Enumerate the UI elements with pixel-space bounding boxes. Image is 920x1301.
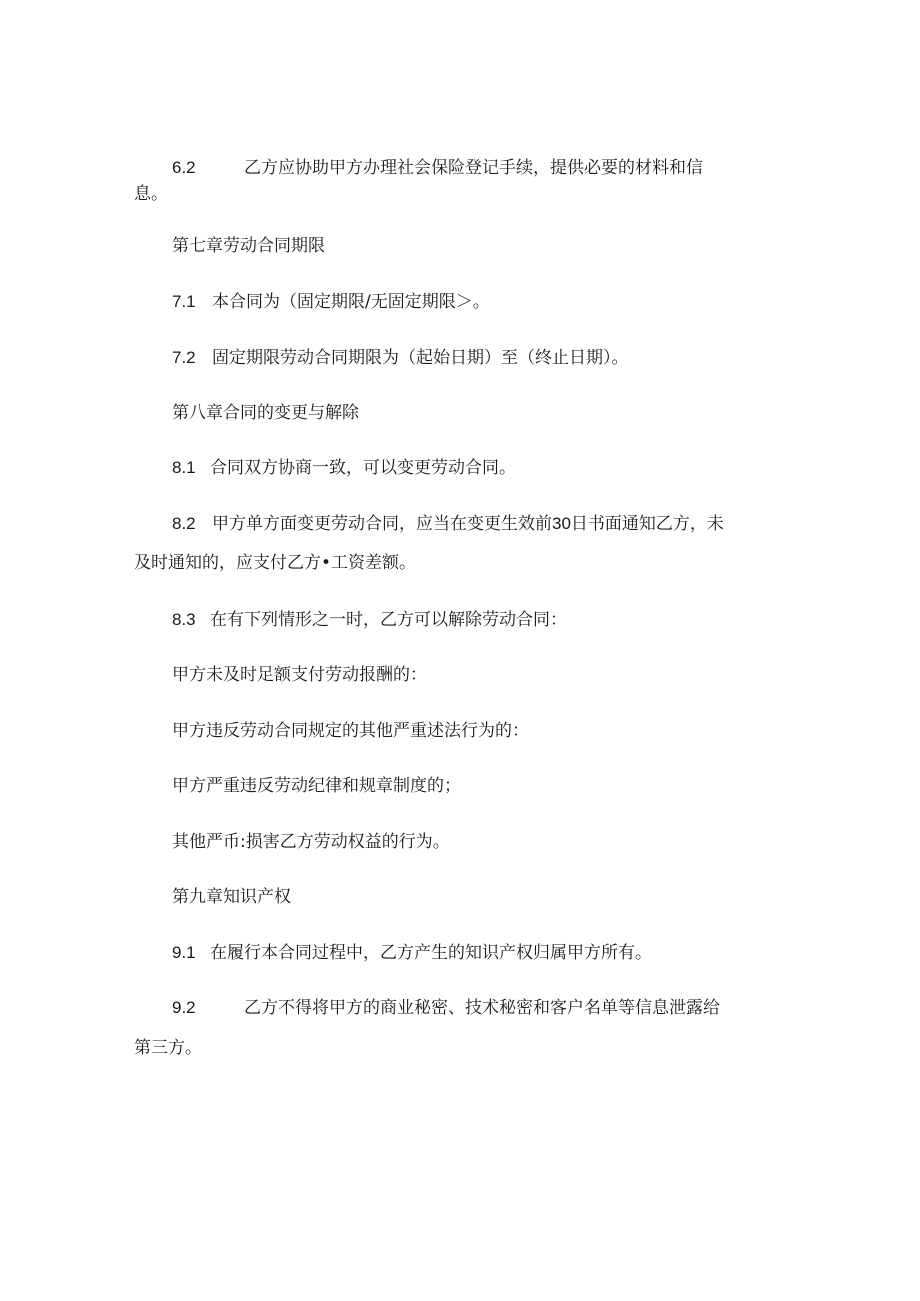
list-item: 其他严币:损害乙方劳动权益的行为。 <box>172 832 450 852</box>
list-item: 甲方严重违反劳动纪律和规章制度的； <box>172 776 461 796</box>
section-text-9-2-cont: 第三方。 <box>134 1038 202 1058</box>
section-text-7-1: 本合同为（固定期限/无固定期限＞。 <box>212 292 490 312</box>
section-text-7-2: 固定期限劳动合同期限为（起始日期）至（终止日期）。 <box>212 348 629 368</box>
section-text-8-3: 在有下列情形之一时，乙方可以解除劳动合同： <box>210 610 567 630</box>
list-item: 甲方违反劳动合同规定的其他严重述法行为的： <box>172 721 529 741</box>
chapter-9-heading: 第九章知识产权 <box>172 887 291 907</box>
section-number-6-2: 6.2 <box>172 158 196 177</box>
section-text-8-2-c: 日书面通知乙方，未 <box>570 514 724 534</box>
list-item: 甲方未及时足额支付劳动报酬的： <box>172 665 427 685</box>
section-number-7-1: 7.1 <box>172 292 196 311</box>
chapter-8-heading: 第八章合同的变更与解除 <box>172 403 359 423</box>
section-number-8-1: 8.1 <box>172 458 196 477</box>
section-number-8-3: 8.3 <box>172 610 196 629</box>
section-number-9-1: 9.1 <box>172 943 196 962</box>
section-text-8-1: 合同双方协商一致，可以变更劳动合同。 <box>210 458 516 478</box>
section-text-8-2 <box>212 513 724 535</box>
section-text-9-2: 乙方不得将甲方的商业秘密、技术秘密和客户名单等信息泄露给 <box>244 998 720 1018</box>
section-text-8-2-number: 30 <box>552 514 571 533</box>
section-number-7-2: 7.2 <box>172 348 196 367</box>
chapter-7-heading: 第七章劳动合同期限 <box>172 236 325 256</box>
section-text-8-2-a: 甲方单方面变更劳动合同，应当在变更生效前 <box>212 514 552 534</box>
section-text-9-1: 在履行本合同过程中，乙方产生的知识产权归属甲方所有。 <box>210 943 652 963</box>
section-number-9-2: 9.2 <box>172 998 196 1017</box>
section-number-8-2: 8.2 <box>172 514 196 533</box>
section-text-6-2-cont: 息。 <box>134 184 168 204</box>
section-text-8-2-cont: 及时通知的，应支付乙方•工资差额。 <box>134 553 417 573</box>
section-text-6-2: 乙方应协助甲方办理社会保险登记手续，提供必要的材料和信 <box>244 158 703 178</box>
